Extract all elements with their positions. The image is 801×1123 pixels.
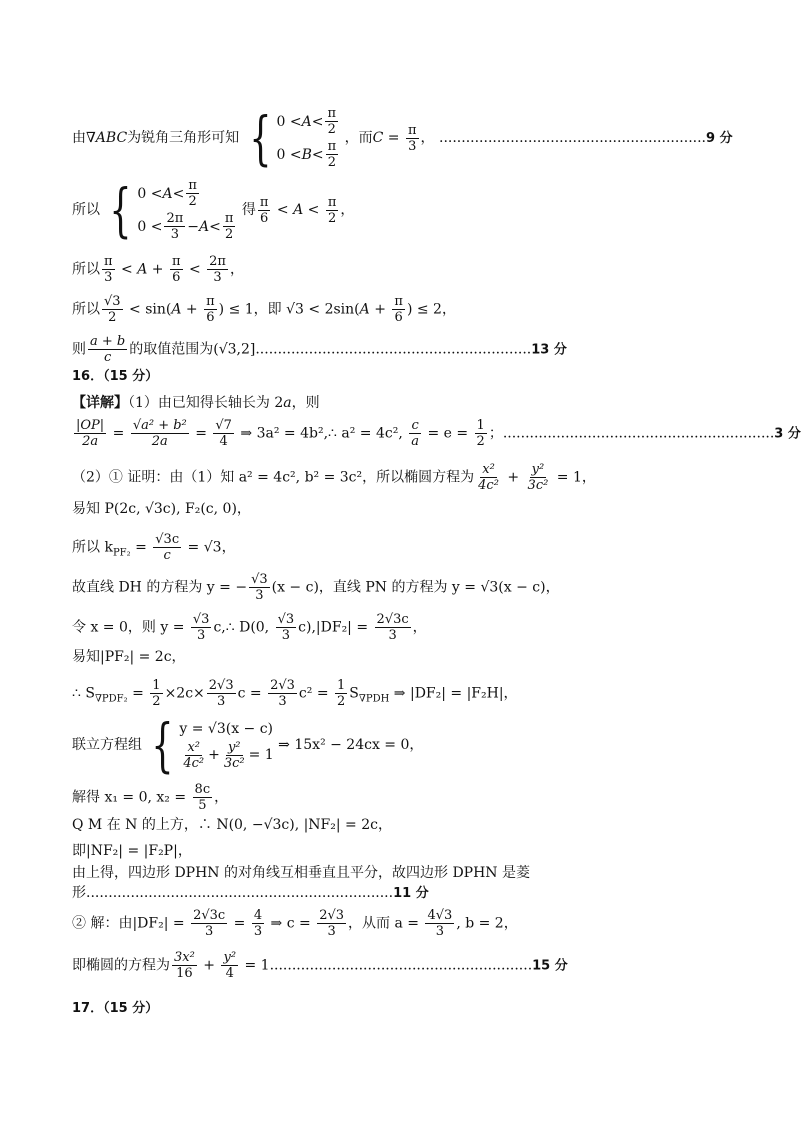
frac — [164, 211, 185, 242]
line-rhombus: 由上得，四边形 DPHN 的对角线互相垂直且平分，故四边形 DPHN 是菱 — [72, 865, 531, 881]
t: B — [301, 146, 312, 163]
num: 1 — [337, 678, 346, 693]
num: π — [259, 194, 269, 210]
frac — [223, 211, 236, 242]
t: 形. — [72, 885, 91, 901]
t: + — [181, 301, 203, 318]
frac — [207, 678, 236, 709]
frac — [213, 418, 234, 449]
t: c = — [237, 685, 267, 702]
t: c,∴ D — [213, 619, 251, 636]
line-rhombus-end — [72, 884, 429, 903]
num: a + b — [90, 334, 126, 349]
t: < sin — [124, 301, 166, 318]
den: 6 — [394, 310, 403, 325]
dots: ............................................................ — [439, 130, 707, 146]
line-range-result — [72, 334, 567, 365]
line-sin-bound: 所以 $\frac{√3}{2}$ < sin(A + $\frac{\pi}{6}$ ) ≤ 1，即 √3 < 2sin(A + $\frac{\pi}{6}$ ) ≤ 2， — [72, 294, 456, 325]
num: x² — [187, 739, 201, 755]
den: 3 — [213, 270, 222, 285]
num: π — [104, 254, 113, 269]
num: π — [394, 294, 403, 309]
t: (√3,2] — [213, 341, 256, 358]
num: √3 — [277, 612, 295, 627]
t: A — [199, 218, 210, 235]
line-point-D — [72, 612, 427, 643]
line-range-A — [72, 254, 244, 285]
frac — [425, 908, 454, 939]
num: √3 — [192, 612, 210, 627]
t: 0 < — [276, 113, 302, 130]
t: 令 x = 0，则 y = — [72, 619, 189, 636]
den: 6 — [260, 210, 269, 226]
den: 3c² — [223, 755, 245, 771]
den: 4 — [225, 966, 234, 981]
t: (0, — [250, 619, 274, 636]
t: ,|DF₂| = — [311, 619, 373, 636]
num: √3 — [251, 572, 268, 587]
line-area — [72, 678, 518, 709]
t: ∴ S — [72, 685, 95, 702]
t: √3 < 2sin — [286, 301, 355, 318]
line-points: 易知 P(2c, √3c), F₂(c, 0)， — [72, 501, 251, 517]
t: A — [359, 301, 370, 318]
question-16-heading: 16．（15 分） — [72, 369, 159, 384]
den: 2 — [337, 694, 346, 709]
t: c) — [298, 619, 312, 636]
num: 1 — [152, 678, 161, 693]
den: 6 — [206, 310, 215, 325]
t: 所以 — [72, 301, 100, 318]
brace: { — [248, 104, 272, 172]
den: 3 — [255, 588, 264, 603]
t: = 1 — [240, 957, 270, 974]
frac — [335, 678, 347, 709]
t: 解得 x₁ = 0, x₂ = — [72, 789, 191, 806]
line-eccentricity: $\frac{|OP|}{2a}$ = $\frac{\text{√a² + b²}}{2a}$ = $\frac{√7}{4}$ ⇒ 3a² = 4b²,∴ a² = 4c², $\frac{c}{a}$ = e = $\frac{1}{2}$ ；.............................................................3 分 — [76, 418, 801, 449]
t: = 1， — [552, 469, 596, 486]
num: y² — [227, 739, 241, 755]
num: 2√3 — [270, 678, 295, 693]
t: a — [283, 395, 292, 411]
line-lines — [72, 572, 560, 603]
den: 3 — [253, 924, 263, 939]
frac — [131, 418, 189, 449]
num: 3x² — [174, 950, 195, 965]
den: c — [163, 548, 171, 563]
num: c — [411, 418, 419, 433]
t: , b = 2， — [456, 915, 518, 932]
num: 4√3 — [427, 908, 453, 923]
num: 2π — [166, 211, 184, 226]
frac — [186, 178, 199, 209]
frac — [172, 950, 197, 981]
frac — [150, 678, 162, 709]
t: ⇒ c = — [266, 915, 316, 932]
num: 2π — [209, 254, 226, 269]
frac — [181, 740, 206, 771]
frac — [249, 572, 270, 603]
frac — [268, 678, 297, 709]
num: π — [327, 106, 337, 121]
dots: ........................................................... — [269, 957, 533, 974]
frac — [406, 123, 419, 154]
dots: ............................................................. — [502, 425, 775, 442]
frac — [476, 462, 501, 493]
sub: PF₂ — [112, 547, 131, 559]
line-point-N: Q M 在 N 的上方，∴ N(0, −√3c), |NF₂| = 2c， — [72, 817, 392, 833]
frac — [276, 612, 297, 643]
t: = √3， — [183, 539, 236, 556]
den: 2 — [476, 434, 485, 449]
frac — [252, 908, 264, 939]
frac — [326, 195, 339, 226]
t: + — [502, 469, 524, 486]
den: 3 — [435, 924, 445, 939]
t: A — [301, 113, 312, 130]
t: 得 — [241, 202, 256, 218]
t: 0 < — [137, 185, 163, 202]
brace: { — [109, 176, 132, 244]
den: 2 — [152, 694, 161, 709]
t: 故直线 DH 的方程为 y = − — [72, 579, 248, 596]
t: （2）① 证明：由（1）知 a² = 4c², b² = 3c²，所以椭圆方程为 — [72, 469, 475, 486]
t: A — [137, 261, 148, 278]
t: ⇒ 3a² = 4b²,∴ a² = 4c², — [235, 425, 408, 442]
line-system-2 — [72, 178, 354, 242]
t: < — [311, 146, 324, 163]
t: 0 < — [276, 146, 302, 163]
t: A — [171, 301, 182, 318]
frac — [193, 782, 213, 813]
den: 3 — [204, 924, 214, 939]
t: ， — [340, 202, 355, 218]
system-2 — [104, 178, 237, 242]
t: A — [162, 185, 173, 202]
t: ⇒ |DF₂| = |F₂H|， — [389, 685, 518, 702]
t: < — [311, 113, 324, 130]
t: + — [369, 301, 391, 318]
line-system-3 — [72, 711, 424, 779]
den: 3 — [104, 270, 113, 285]
frac — [409, 418, 421, 449]
var: ABC — [95, 130, 128, 146]
t: （1）由已知得长轴长为 2 — [128, 395, 284, 411]
t: ， — [420, 130, 435, 146]
t: A — [293, 202, 304, 218]
t: y = √3(x − c) — [179, 720, 274, 737]
brace: { — [151, 711, 174, 779]
t: < — [184, 261, 206, 278]
den: 3 — [327, 924, 336, 939]
den: a — [411, 434, 419, 449]
t: < — [209, 218, 221, 235]
text: 为锐角三角形可知 — [127, 130, 240, 146]
system-3 — [146, 711, 274, 779]
line-NF2: 即|NF₂| = |F₂P|， — [72, 843, 192, 859]
den: 3 — [217, 694, 226, 709]
t: ，而 — [344, 130, 373, 146]
den: 2a — [151, 434, 168, 449]
t: < — [272, 202, 294, 218]
t: = — [127, 685, 149, 702]
frac — [392, 294, 405, 325]
num: 2√3c — [193, 908, 226, 923]
den: 2 — [108, 310, 117, 325]
t: = e = — [423, 425, 473, 442]
t: 联立方程组 — [72, 737, 142, 753]
den: 3 — [281, 628, 291, 643]
t: < — [172, 185, 185, 202]
num: π — [408, 122, 417, 138]
frac — [222, 740, 247, 771]
num: |OP| — [76, 418, 105, 433]
num: π — [171, 254, 181, 269]
num: 4 — [253, 908, 263, 923]
t: ， — [214, 789, 229, 806]
frac — [88, 334, 127, 365]
t: ② 解：由|DF₂| = — [72, 915, 190, 932]
den: 2 — [327, 155, 337, 170]
frac — [74, 418, 106, 449]
line-solve-x — [72, 782, 228, 813]
num: 1 — [476, 418, 485, 433]
t: = — [383, 130, 404, 146]
frac — [207, 254, 228, 285]
num: π — [327, 139, 337, 154]
den: 3 — [408, 138, 417, 154]
t: ，从而 a = — [348, 915, 424, 932]
line-solve-c — [72, 908, 518, 939]
t: ， — [229, 261, 244, 278]
t: 则 — [72, 341, 86, 358]
den: 2 — [327, 210, 337, 226]
den: 2 — [225, 227, 234, 242]
t: c² = — [298, 685, 334, 702]
t: 0 < — [137, 218, 163, 235]
t: < — [303, 202, 324, 218]
t: ，则 — [291, 395, 320, 411]
frac — [102, 254, 115, 285]
frac — [191, 908, 227, 939]
t: 【详解】 — [72, 395, 128, 411]
num: 8c — [194, 782, 211, 797]
den: 2 — [188, 194, 197, 209]
text: 由∇ — [72, 130, 96, 146]
score: 15 分 — [532, 958, 568, 974]
num: y² — [531, 462, 545, 477]
num: π — [188, 178, 197, 193]
t: C — [372, 130, 384, 146]
frac — [375, 612, 411, 643]
frac — [191, 612, 212, 643]
frac — [204, 294, 217, 325]
t: 即椭圆的方程为 — [72, 957, 170, 974]
t: ≤ 1，即 — [224, 301, 287, 318]
score: 9 分 — [706, 131, 733, 146]
t: < — [116, 261, 138, 278]
line-detail-intro — [72, 394, 320, 412]
den: 4c² — [478, 478, 499, 493]
den: 3 — [197, 628, 206, 643]
t: (x − c)，直线 PN 的方程为 y = √3(x − c)， — [271, 579, 560, 596]
den: 2a — [82, 434, 99, 449]
num: π — [206, 294, 215, 309]
sub: ∇PDF₂ — [94, 693, 128, 705]
frac — [258, 195, 271, 226]
dots: .................................................................... — [90, 885, 394, 901]
num: 2√3 — [208, 678, 234, 693]
num: π — [224, 211, 234, 226]
t: 所以 — [72, 202, 100, 218]
t: = — [229, 915, 250, 932]
dots: .............................................................. — [255, 341, 532, 358]
frac — [221, 950, 238, 981]
num: 2√3 — [319, 908, 345, 923]
t: ， — [412, 619, 427, 636]
t: + — [208, 747, 220, 763]
num: y² — [223, 950, 237, 965]
score: 11 分 — [393, 886, 429, 901]
den: 4 — [219, 434, 228, 449]
den: 3 — [170, 227, 179, 242]
t: 所以 — [72, 261, 100, 278]
t: + — [198, 957, 220, 974]
t: = — [130, 539, 152, 556]
question-17-heading: 17．（15 分） — [72, 1001, 159, 1016]
num: √3c — [155, 532, 180, 547]
frac — [475, 418, 487, 449]
line-slope — [72, 532, 236, 563]
frac — [102, 294, 123, 325]
t: ×2c× — [164, 685, 205, 702]
t: 的取值范围为 — [129, 341, 214, 358]
t: − — [187, 218, 200, 235]
den: 5 — [198, 798, 207, 813]
num: 2√3c — [376, 612, 409, 627]
num: √7 — [215, 418, 232, 433]
num: π — [327, 194, 337, 210]
den: 2 — [327, 122, 336, 137]
frac — [325, 106, 338, 137]
t: S — [349, 685, 359, 702]
line-acute-triangle — [72, 106, 733, 170]
sub: ∇PDH — [358, 693, 390, 705]
den: 4c² — [183, 755, 205, 771]
frac — [326, 139, 339, 170]
line-ellipse-eq — [72, 462, 596, 493]
t: + — [147, 261, 168, 278]
num: √a² + b² — [132, 418, 187, 433]
frac — [526, 462, 551, 493]
frac — [170, 254, 183, 285]
t: 所以 k — [72, 539, 113, 556]
frac — [153, 532, 181, 563]
t: ； — [488, 425, 503, 442]
num: √3 — [104, 294, 121, 309]
frac — [317, 908, 346, 939]
t: ⇒ 15x² − 24cx = 0， — [278, 737, 424, 753]
line-PF2: 易知|PF₂| = 2c， — [72, 649, 186, 665]
den: 3 — [388, 628, 397, 643]
num: x² — [482, 462, 495, 477]
t: = 1 — [248, 747, 274, 763]
score: 13 分 — [531, 342, 567, 358]
den: 3c² — [527, 478, 549, 493]
t: ≤ 2， — [412, 301, 456, 318]
den: 16 — [176, 966, 193, 981]
line-final-ellipse — [72, 950, 568, 981]
system-1 — [244, 106, 341, 170]
den: 6 — [172, 270, 181, 285]
score: 3 分 — [774, 426, 801, 442]
den: 3 — [278, 694, 287, 709]
den: c — [103, 350, 112, 365]
